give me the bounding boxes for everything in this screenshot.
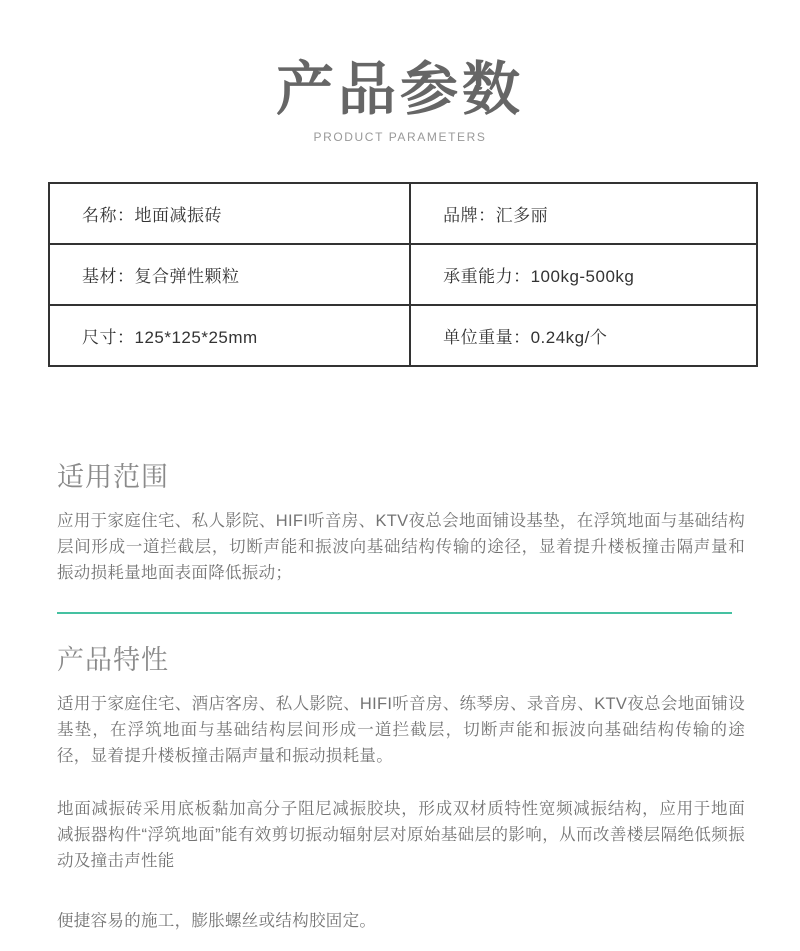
spec-cell-size: 尺寸：125*125*25mm [49,305,410,366]
content-sections [0,455,800,934]
section-applicable-scope [57,455,745,586]
spec-cell-load-capacity: 承重能力：100kg-500kg [410,244,757,305]
page-subtitle: PRODUCT PARAMETERS [313,129,487,144]
features-paragraph-1: 适用于家庭住宅、酒店客房、私人影院、HIFI听音房、练琴房、录音房、KTV夜总会地面铺设基垫，在浮筑地面与基础结构层间形成一道拦截层，切断声能和振波向基础结构传输的途径，显着提升楼板撞击隔声量和振动损耗量。 [57,694,745,765]
table-row [49,244,757,305]
page-header [0,0,800,144]
features-paragraph-2: 地面减振砖采用底板黏加高分子阻尼减振胶块，形成双材质特性宽频减振结构，应用于地面减振器构件“浮筑地面”能有效剪切振动辐射层对原始基础层的影响，从而改善楼层隔绝低频振动及撞击声性能 [57,799,745,870]
spec-cell-material: 基材：复合弹性颗粒 [49,244,410,305]
spec-cell-brand: 品牌：汇多丽 [410,183,757,244]
spec-cell-unit-weight: 单位重量：0.24kg/个 [410,305,757,366]
page-title: 产品参数 [275,57,524,122]
scope-paragraph: 应用于家庭住宅、私人影院、HIFI听音房、KTV夜总会地面铺设基垫，在浮筑地面与基础结构层间形成一道拦截层，切断声能和振波向基础结构传输的途径，显着提升楼板撞击隔声量和振动损耗量地面表面降低振动； [57,511,745,582]
teal-divider [57,612,732,614]
spec-cell-name: 名称：地面减振砖 [49,183,410,244]
spec-table [48,182,758,367]
section-heading-features: 产品特性 [57,644,169,675]
section-heading-scope: 适用范围 [57,461,169,492]
table-row [49,183,757,244]
features-paragraph-3: 便捷容易的施工，膨胀螺丝或结构胶固定。 [57,911,377,930]
section-product-features [57,638,745,934]
table-row [49,305,757,366]
